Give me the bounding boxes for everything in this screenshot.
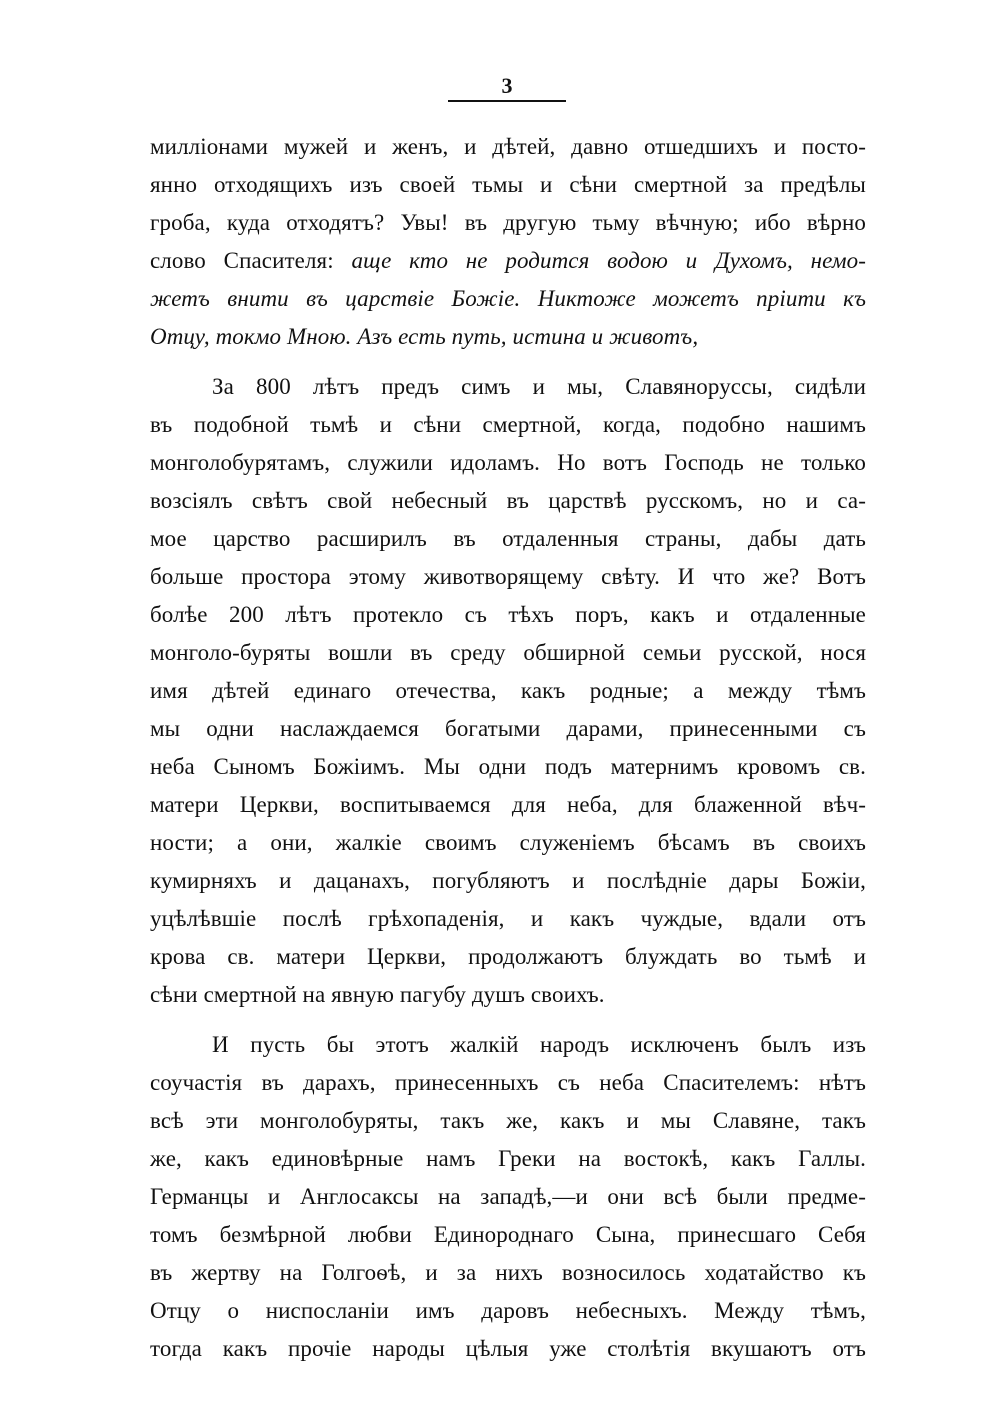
text-line — [150, 482, 866, 520]
text-line — [150, 368, 866, 406]
text-line — [150, 634, 866, 672]
text-line — [150, 444, 866, 482]
text-run: монголобурятамъ, служили идоламъ. Но вотъ Господь не только — [150, 450, 866, 475]
text-run: монголо-буряты вошли въ среду обширной семьи русской, нося — [150, 640, 866, 665]
text-run: И пусть бы этотъ жалкій народъ исключенъ былъ изъ — [212, 1032, 866, 1057]
text-line — [150, 748, 866, 786]
text-run: слово Спасителя: — [150, 248, 352, 273]
text-line — [150, 1140, 866, 1178]
text-line — [150, 1178, 866, 1216]
text-run: Отцу о ниспосланіи имъ даровъ небесныхъ. Между тѣмъ, — [150, 1298, 866, 1323]
italic-quote: жетъ внити въ царствіе Божіе. Никтоже можетъ пріити къ — [150, 286, 866, 311]
text-line — [150, 204, 866, 242]
text-line — [150, 280, 866, 318]
text-run: въ жертву на Голгоѳѣ, и за нихъ возносилось ходатайство къ — [150, 1260, 866, 1285]
text-line — [150, 406, 866, 444]
text-line — [150, 862, 866, 900]
paragraph — [150, 368, 866, 1014]
text-line — [150, 824, 866, 862]
text-line — [150, 242, 866, 280]
text-run: крова св. матери Церкви, продолжаютъ блуждать во тьмѣ и — [150, 944, 866, 969]
text-line — [150, 1330, 866, 1368]
text-run: гроба, куда отходятъ? Увы! въ другую тьму вѣчную; ибо вѣрно — [150, 210, 866, 235]
paragraph — [150, 1026, 866, 1368]
text-run: янно отходящихъ изъ своей тьмы и сѣни смертной за предѣлы — [150, 172, 866, 197]
page-number: 3 — [501, 73, 513, 98]
italic-quote: аще кто не родится водою и Духомъ, немо- — [351, 248, 866, 273]
text-run: неба Сыномъ Божіимъ. Мы одни подъ матернимъ кровомъ св. — [150, 754, 866, 779]
italic-quote: Отцу, токмо Мною. Азъ есть путь, истина и животъ, — [150, 324, 699, 349]
text-run: мое царство расширилъ въ отдаленныя страны, дабы дать — [150, 526, 866, 551]
text-run: мы одни наслаждаемся богатыми дарами, принесенными съ — [150, 716, 866, 741]
page-number-rule — [448, 100, 566, 102]
text-run: имя дѣтей единаго отечества, какъ родные; а между тѣмъ — [150, 678, 866, 703]
text-run: матери Церкви, воспитываемся для неба, для блаженной вѣч- — [150, 792, 866, 817]
body-text — [150, 128, 866, 1368]
text-line — [150, 786, 866, 824]
text-line — [150, 1292, 866, 1330]
text-run: кумирняхъ и дацанахъ, погубляютъ и послѣдніе дары Божіи, — [150, 868, 866, 893]
text-run: милліонами мужей и женъ, и дѣтей, давно отшедшихъ и посто- — [150, 134, 866, 159]
text-line — [150, 166, 866, 204]
text-run: Германцы и Англосаксы на западѣ,—и они всѣ были предме- — [150, 1184, 866, 1209]
text-line — [150, 1216, 866, 1254]
text-line — [150, 128, 866, 166]
text-line — [150, 976, 866, 1014]
text-line — [150, 558, 866, 596]
text-line — [150, 318, 866, 356]
text-line — [150, 520, 866, 558]
text-line — [150, 900, 866, 938]
text-run: ности; а они, жалкіе своимъ служеніемъ бѣсамъ въ своихъ — [150, 830, 866, 855]
text-line — [150, 1064, 866, 1102]
text-run: сѣни смертной на явную пагубу душъ своихъ. — [150, 982, 605, 1007]
text-run: больше простора этому животворящему свѣту. И что же? Вотъ — [150, 564, 866, 589]
text-line — [150, 596, 866, 634]
text-run: возсіялъ свѣтъ свой небесный въ царствѣ русскомъ, но и са- — [150, 488, 866, 513]
text-line — [150, 1026, 866, 1064]
text-run: томъ безмѣрной любви Единороднаго Сына, принесшаго Себя — [150, 1222, 866, 1247]
text-run: уцѣлѣвшіе послѣ грѣхопаденія, и какъ чуждые, вдали отъ — [150, 906, 866, 931]
text-run: соучастія въ дарахъ, принесенныхъ съ неба Спасителемъ: нѣтъ — [150, 1070, 866, 1095]
text-line — [150, 710, 866, 748]
text-line — [150, 672, 866, 710]
text-run: же, какъ единовѣрные намъ Греки на востокѣ, какъ Галлы. — [150, 1146, 866, 1171]
text-run: За 800 лѣтъ предъ симъ и мы, Славянорусcы, сидѣли — [212, 374, 866, 399]
text-run: тогда какъ прочіе народы цѣлыя уже столѣтія вкушаютъ отъ — [150, 1336, 866, 1361]
text-line — [150, 938, 866, 976]
paragraph — [150, 128, 866, 356]
text-line — [150, 1102, 866, 1140]
text-line — [150, 1254, 866, 1292]
text-run: болѣе 200 лѣтъ протекло съ тѣхъ поръ, какъ и отдаленные — [150, 602, 866, 627]
text-run: въ подобной тьмѣ и сѣни смертной, когда, подобно нашимъ — [150, 412, 866, 437]
text-run: всѣ эти монголобуряты, такъ же, какъ и мы Славяне, такъ — [150, 1108, 866, 1133]
